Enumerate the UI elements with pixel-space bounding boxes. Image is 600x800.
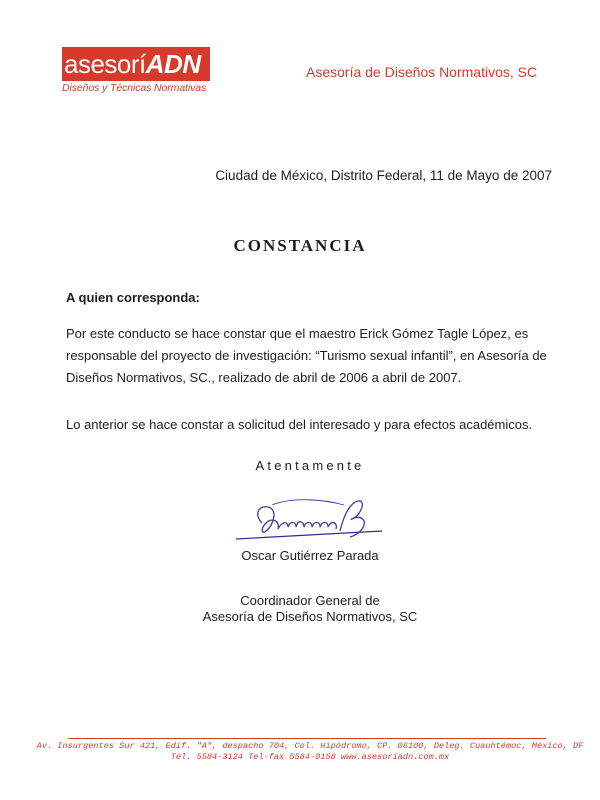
body-paragraph	[66, 323, 556, 389]
handwritten-signature	[232, 495, 392, 547]
valediction: Atentamente	[255, 458, 365, 473]
signer-name: Oscar Gutiérrez Parada	[241, 548, 379, 563]
signer-title-line: Asesoría de Diseños Normativos, SC	[202, 609, 418, 624]
logo-tagline: Diseños y Técnicas Normativas	[62, 82, 207, 94]
logo-wordmark	[62, 47, 210, 81]
place-date: Ciudad de México, Distrito Federal, 11 de Mayo de 2007	[215, 168, 552, 183]
closing-statement: Lo anterior se hace constar a solicitud del interesado y para efectos académicos.	[66, 417, 533, 432]
signer-title-line: Coordinador General de	[240, 593, 380, 608]
footer-contact	[0, 741, 600, 763]
body-line: Diseños Normativos, SC., realizado de abril de 2006 a abril de 2007.	[66, 370, 462, 385]
document-title: CONSTANCIA	[233, 236, 367, 255]
footer-address: Av. Insurgentes Sur 421, Edif. "A", despacho 704, Col. Hipódromo, CP. 06100, Deleg. Cuauhtémoc, México, DF	[36, 741, 584, 751]
footer-divider	[68, 738, 546, 739]
footer-phone-web: Tel. 5584-3124 Tel-fax 5584-0158 www.asesoriadn.com.mx	[170, 752, 450, 762]
body-line: responsable del proyecto de investigación: “Turismo sexual infantil”, en Asesoría de	[66, 348, 547, 363]
body-line: Por este conducto se hace constar que el maestro Erick Gómez Tagle López, es	[66, 326, 529, 341]
logo-bold: ADN	[145, 49, 201, 79]
header-company-name: Asesoría de Diseños Normativos, SC	[306, 64, 538, 80]
company-logo	[62, 47, 210, 94]
logo-prefix: asesorí	[64, 49, 146, 79]
salutation: A quien corresponda:	[66, 290, 200, 305]
signer-title	[0, 593, 600, 625]
